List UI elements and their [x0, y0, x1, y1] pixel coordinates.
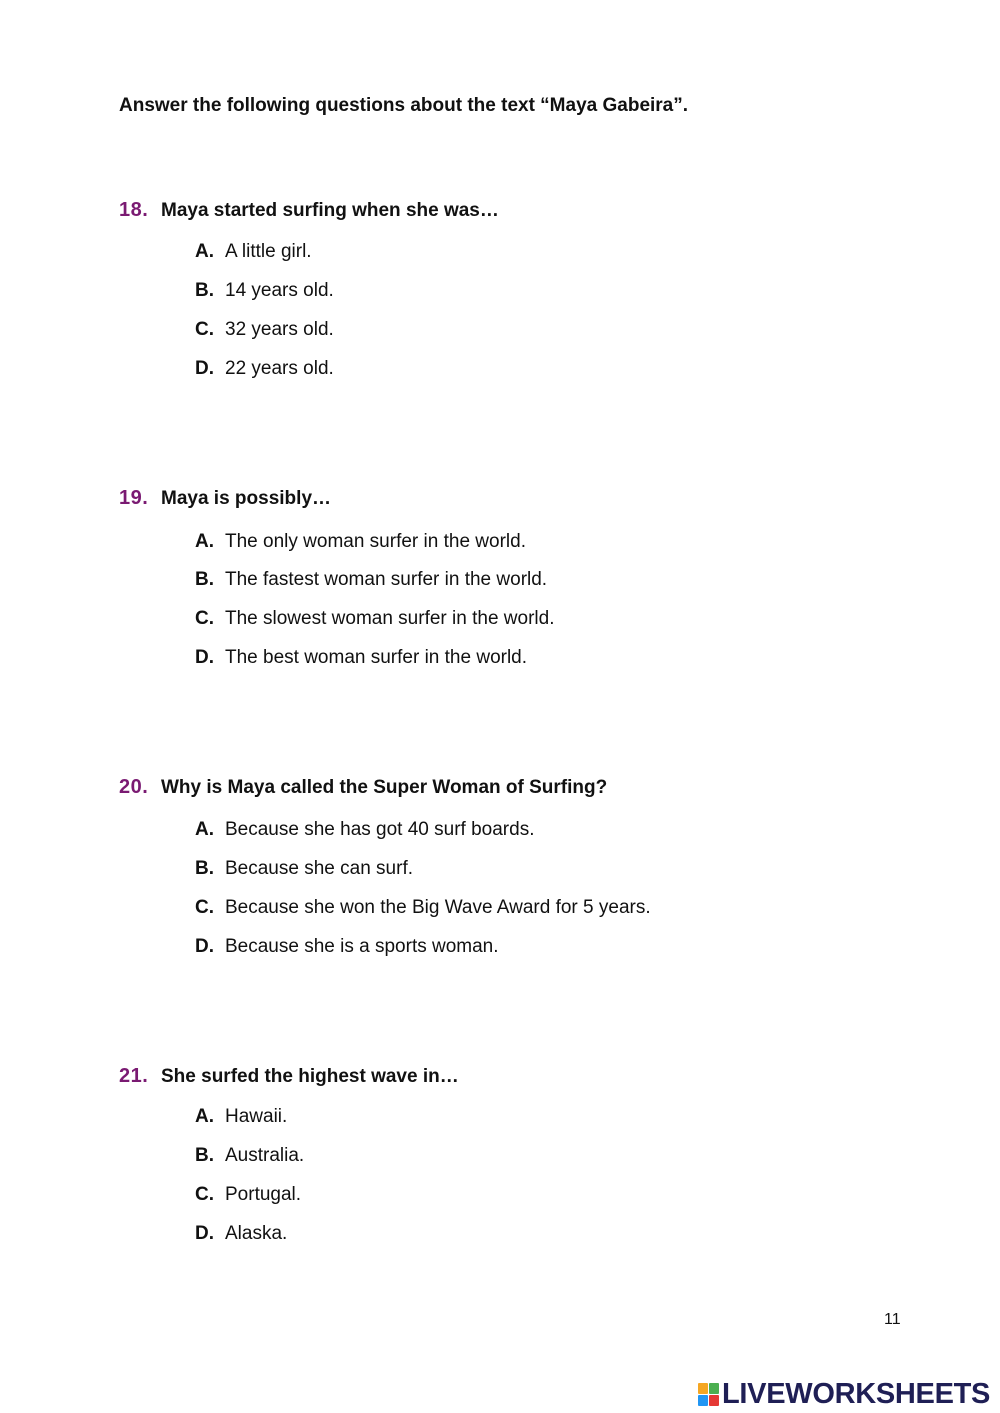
- option-text: Portugal.: [225, 1184, 302, 1205]
- option-letter: C.: [195, 608, 214, 629]
- option-a[interactable]: [195, 819, 534, 841]
- question-text: Maya is possibly…: [161, 488, 332, 509]
- question-19: [119, 487, 555, 668]
- option-letter: A.: [195, 241, 214, 262]
- option-letter: D.: [195, 1223, 214, 1244]
- option-text: 14 years old.: [225, 280, 334, 301]
- option-c[interactable]: [195, 608, 554, 630]
- question-18: [119, 199, 499, 379]
- option-letter: A.: [195, 531, 214, 552]
- question-number: 18.: [119, 199, 149, 221]
- option-text: Because she is a sports woman.: [225, 936, 499, 957]
- option-text: The slowest woman surfer in the world.: [225, 608, 555, 629]
- option-letter: B.: [195, 280, 214, 301]
- option-d[interactable]: [195, 936, 499, 958]
- liveworksheets-logo-icon: [698, 1383, 719, 1406]
- question-number: 21.: [119, 1065, 149, 1087]
- option-text: The best woman surfer in the world.: [225, 647, 528, 668]
- option-d[interactable]: [195, 358, 334, 380]
- option-letter: D.: [195, 647, 214, 668]
- option-d[interactable]: [195, 1223, 287, 1245]
- option-text: Because she won the Big Wave Award for 5 years.: [225, 897, 651, 918]
- option-text: 32 years old.: [225, 319, 334, 340]
- question-number: 19.: [119, 487, 149, 509]
- option-a[interactable]: [195, 531, 526, 553]
- option-c[interactable]: [195, 319, 334, 341]
- question-number: 20.: [119, 776, 149, 798]
- option-b[interactable]: [195, 858, 413, 880]
- option-b[interactable]: [195, 569, 547, 591]
- option-text: Australia.: [225, 1145, 305, 1166]
- question-text: Maya started surfing when she was…: [161, 200, 499, 221]
- option-text: Because she has got 40 surf boards.: [225, 819, 535, 840]
- option-a[interactable]: [195, 241, 312, 263]
- question-text: She surfed the highest wave in…: [161, 1066, 459, 1087]
- option-letter: C.: [195, 1184, 214, 1205]
- option-b[interactable]: [195, 1145, 304, 1167]
- option-d[interactable]: [195, 647, 527, 669]
- option-text: A little girl.: [225, 241, 312, 262]
- option-letter: C.: [195, 319, 214, 340]
- page-number: 11: [884, 1311, 901, 1328]
- option-text: The only woman surfer in the world.: [225, 531, 526, 552]
- option-text: 22 years old.: [225, 358, 334, 379]
- option-b[interactable]: [195, 280, 334, 302]
- option-a[interactable]: [195, 1106, 287, 1128]
- option-letter: D.: [195, 358, 214, 379]
- option-letter: C.: [195, 897, 214, 918]
- option-letter: A.: [195, 1106, 214, 1127]
- option-c[interactable]: [195, 1184, 301, 1206]
- option-text: Alaska.: [225, 1223, 288, 1244]
- liveworksheets-brand[interactable]: [698, 1378, 990, 1411]
- question-20: [119, 776, 651, 957]
- instruction-heading: Answer the following questions about the text “Maya Gabeira”.: [119, 95, 689, 116]
- option-letter: B.: [195, 858, 214, 879]
- option-letter: B.: [195, 1145, 214, 1166]
- option-letter: A.: [195, 819, 214, 840]
- option-letter: B.: [195, 569, 214, 590]
- option-c[interactable]: [195, 897, 651, 919]
- option-text: Hawaii.: [225, 1106, 288, 1127]
- question-text: Why is Maya called the Super Woman of Surfing?: [161, 777, 608, 798]
- brand-name: LIVEWORKSHEETS: [722, 1378, 991, 1410]
- option-text: Because she can surf.: [225, 858, 413, 879]
- option-text: The fastest woman surfer in the world.: [225, 569, 548, 590]
- option-letter: D.: [195, 936, 214, 957]
- question-21: [119, 1065, 459, 1244]
